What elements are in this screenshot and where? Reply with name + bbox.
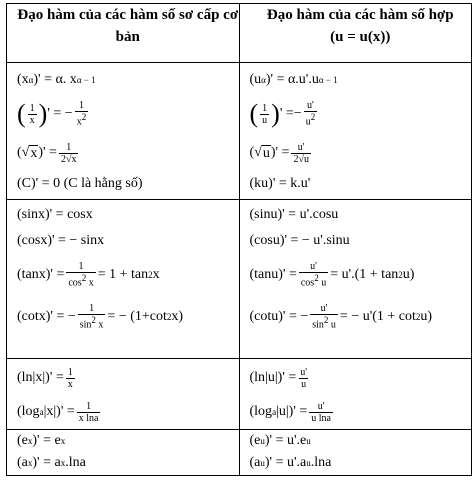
t: = xyxy=(281,145,290,160)
paren: ( xyxy=(17,99,26,128)
den: u xyxy=(262,114,268,126)
t: 2 xyxy=(60,153,66,165)
t: 2 xyxy=(81,273,87,284)
t: sin xyxy=(312,319,324,331)
cell-trig-basic xyxy=(7,200,240,359)
t: a xyxy=(39,407,44,417)
num: 1 xyxy=(86,400,92,412)
paren: ) xyxy=(271,99,280,128)
header-composite xyxy=(239,4,472,63)
t: (cotu)' = − xyxy=(249,309,309,324)
row-power xyxy=(7,63,472,200)
t: 2 xyxy=(398,270,403,280)
t: u xyxy=(260,458,265,468)
sqrt: √ u xyxy=(254,144,270,161)
num: u' xyxy=(300,366,308,378)
t: )' xyxy=(38,145,46,160)
t: x xyxy=(71,153,77,165)
row-exp xyxy=(7,430,472,476)
t: (cosu)' = − u'.sinu xyxy=(249,233,350,248)
formula-cotx xyxy=(17,296,239,338)
t: sin xyxy=(79,319,92,331)
derivative-table xyxy=(6,3,472,476)
t: (a xyxy=(17,455,28,470)
t: 2 xyxy=(323,315,329,326)
num: 1 xyxy=(78,100,84,112)
formula-u-power xyxy=(250,66,472,94)
t: x xyxy=(27,458,33,468)
t: a xyxy=(272,407,277,417)
num: 1 xyxy=(67,366,73,378)
den: x lna xyxy=(78,412,99,424)
t: |x|)' = xyxy=(43,404,75,419)
frac xyxy=(77,401,101,424)
t: (ln|x|)' = xyxy=(17,370,64,385)
t: )' = a xyxy=(32,455,61,470)
t: .lna xyxy=(310,455,332,470)
t: (ku)' = k.u' xyxy=(249,176,311,191)
t: x xyxy=(60,436,66,446)
den xyxy=(75,111,89,127)
t: (sinu)' = u'.cosu xyxy=(249,207,339,222)
t: x xyxy=(60,458,66,468)
formula-lnx xyxy=(17,361,239,395)
frac xyxy=(299,261,328,288)
t: )' = u'.e xyxy=(264,433,307,448)
frac xyxy=(28,103,37,126)
t: x xyxy=(27,436,33,446)
t: (e xyxy=(249,433,261,448)
header-basic-text: Đạo hàm của các hàm số sơ cấp cơ bản xyxy=(17,7,239,45)
formula-constant xyxy=(17,172,239,196)
num: u' xyxy=(297,141,305,153)
formula-eu xyxy=(250,430,472,452)
t: (C)' = 0 (C là hằng số) xyxy=(17,176,143,191)
t: |u|)' = xyxy=(276,404,308,419)
t: )' = α. x xyxy=(33,72,77,87)
formula-sqrt-u xyxy=(250,134,472,172)
t: )' xyxy=(270,145,279,160)
den: x xyxy=(67,378,73,390)
t: )' = e xyxy=(32,433,61,448)
t: (x xyxy=(17,72,29,87)
t: α xyxy=(28,75,34,85)
t: = u'.(1 + tan xyxy=(330,267,399,282)
t: = xyxy=(285,106,294,121)
t: (cosx)' = − sinx xyxy=(17,233,105,248)
den xyxy=(304,111,318,127)
t: u xyxy=(318,277,327,289)
formula-logu xyxy=(250,395,472,429)
den: 2√x xyxy=(60,153,77,165)
prime: ' xyxy=(47,106,50,121)
paren: ( xyxy=(249,99,259,128)
formula-ax xyxy=(17,452,239,474)
t: (ln|u|)' = xyxy=(249,370,297,385)
den xyxy=(299,272,328,288)
t: (log xyxy=(249,404,273,419)
t: = xyxy=(49,145,57,160)
frac xyxy=(78,303,106,330)
frac xyxy=(310,303,338,330)
formula-logx xyxy=(17,395,239,429)
t: )' = α.u'.u xyxy=(265,72,319,87)
t: 2 xyxy=(314,273,319,284)
t: 2 xyxy=(148,270,153,280)
header-composite-line1: Đạo hàm của các hàm số hợp xyxy=(266,7,454,23)
row-trig xyxy=(7,200,472,359)
frac xyxy=(66,261,95,288)
t: ( xyxy=(249,145,255,160)
t: u xyxy=(306,436,311,446)
t: (sinx)' = cosx xyxy=(17,207,93,222)
frac xyxy=(298,367,309,390)
t: u) xyxy=(420,309,433,324)
cell-power-basic xyxy=(7,63,240,200)
num: 1 xyxy=(78,261,84,273)
t: (tanu)' = xyxy=(249,267,297,282)
cell-log-basic xyxy=(7,359,240,430)
formula-x-power xyxy=(17,66,239,94)
t: (cotx)' = − xyxy=(17,309,76,324)
t: 2 xyxy=(293,153,299,165)
t: x xyxy=(152,267,160,282)
t: x xyxy=(30,145,38,161)
formula-sinu xyxy=(250,202,472,228)
frac xyxy=(309,401,333,424)
formula-cosx xyxy=(17,228,239,254)
t: u xyxy=(260,436,265,446)
t: x xyxy=(76,116,82,128)
t: 2 xyxy=(166,312,172,322)
t: = xyxy=(53,106,62,121)
t: u) xyxy=(402,267,415,282)
t: x xyxy=(86,277,94,289)
formula-cosu xyxy=(250,228,472,254)
t: (tanx)' = xyxy=(17,267,65,282)
t: = − (1+cot xyxy=(107,309,167,324)
num: u' xyxy=(310,261,317,273)
paren: ) xyxy=(38,99,48,128)
cell-exp-composite xyxy=(239,430,472,476)
header-row xyxy=(7,4,472,63)
t: − xyxy=(64,106,73,121)
t: = 1 + tan xyxy=(97,267,149,282)
formula-ku xyxy=(250,172,472,196)
t: (log xyxy=(17,404,40,419)
cell-log-composite xyxy=(239,359,472,430)
t: 2 xyxy=(91,315,96,326)
den: 2√u xyxy=(293,153,309,165)
den: u xyxy=(301,378,307,390)
formula-au xyxy=(250,452,472,474)
header-composite-line2: (u = u(x)) xyxy=(330,29,391,45)
t: α − 1 xyxy=(318,75,338,85)
t: u xyxy=(328,319,336,331)
den: x xyxy=(29,114,35,126)
formula-sqrt-x xyxy=(17,134,239,172)
t: (u xyxy=(249,72,262,87)
t: u xyxy=(262,145,270,161)
t: α − 1 xyxy=(76,75,96,85)
t: cos xyxy=(68,277,82,289)
formula-sinx xyxy=(17,202,239,228)
t: x) xyxy=(171,309,184,324)
t: x xyxy=(95,319,104,331)
formula-inverse-u xyxy=(250,94,472,134)
t: 2 xyxy=(415,312,421,322)
t: − xyxy=(293,106,302,121)
formula-tanx xyxy=(17,254,239,296)
frac xyxy=(59,142,79,165)
t: cos xyxy=(300,277,315,289)
cell-trig-composite xyxy=(239,200,472,359)
t: u xyxy=(306,458,311,468)
row-log xyxy=(7,359,472,430)
den xyxy=(66,272,95,288)
formula-cotu xyxy=(250,296,472,338)
t: .lna xyxy=(65,455,86,470)
frac xyxy=(304,100,318,127)
t: 2 xyxy=(310,112,316,123)
t: u xyxy=(303,153,309,165)
frac xyxy=(260,103,269,126)
t: )' = u'.a xyxy=(264,455,307,470)
frac xyxy=(75,100,89,127)
t: ( xyxy=(17,145,22,160)
sqrt: √ x xyxy=(21,144,38,161)
frac xyxy=(66,367,75,390)
formula-lnu xyxy=(250,361,472,395)
t: u xyxy=(305,116,311,128)
header-basic xyxy=(7,4,240,63)
den xyxy=(78,314,106,330)
t: (e xyxy=(17,433,28,448)
formula-inverse-x xyxy=(17,94,239,134)
formula-ex xyxy=(17,430,239,452)
num: u' xyxy=(320,303,328,315)
t: = − u'(1 + cot xyxy=(339,309,416,324)
cell-exp-basic xyxy=(7,430,240,476)
den: u lna xyxy=(311,412,331,424)
formula-tanu xyxy=(250,254,472,296)
prime: ' xyxy=(279,106,283,121)
num: 1 xyxy=(66,141,72,153)
t: 2 xyxy=(81,112,87,123)
t: α xyxy=(261,75,266,85)
num: 1 xyxy=(89,303,95,315)
num: u' xyxy=(317,400,325,412)
frac xyxy=(291,142,311,165)
num: u' xyxy=(307,100,314,112)
t: (a xyxy=(249,455,261,470)
cell-power-composite xyxy=(239,63,472,200)
num: 1 xyxy=(262,102,268,114)
num: 1 xyxy=(29,102,35,114)
den xyxy=(310,314,338,330)
